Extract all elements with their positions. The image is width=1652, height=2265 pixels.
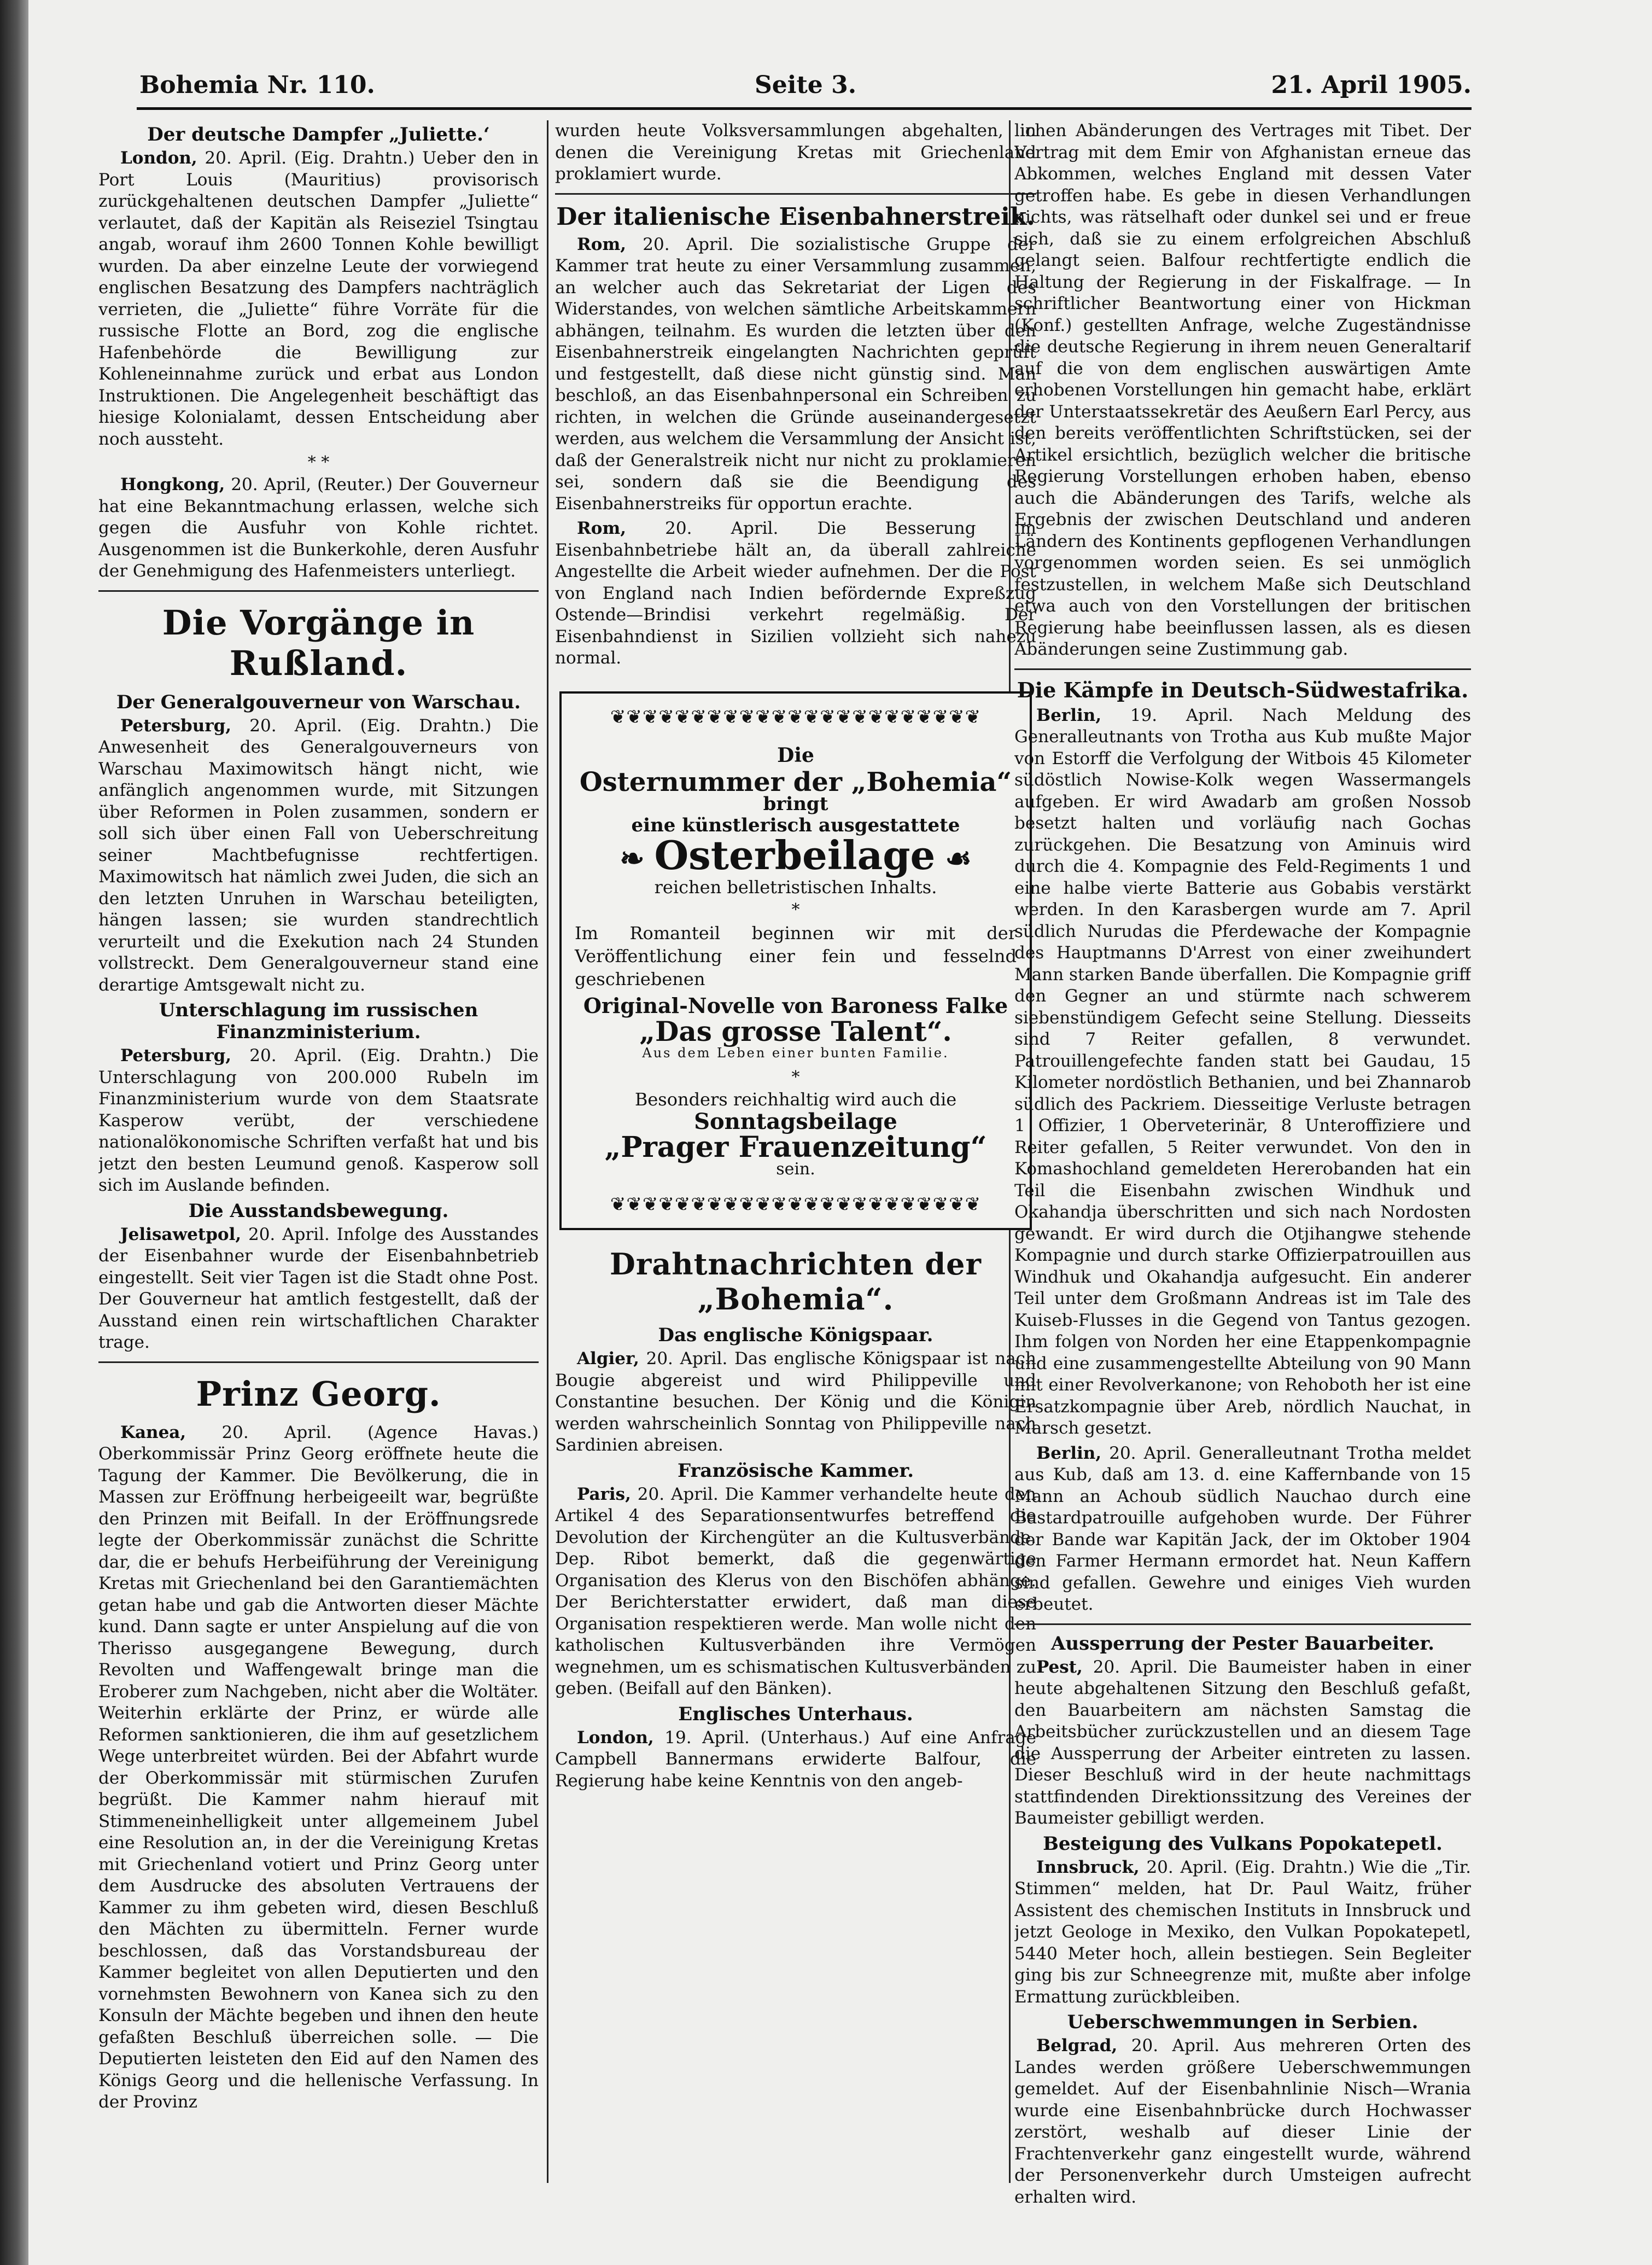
flourish-left-icon: ❧	[620, 840, 645, 876]
ad-feature-title	[575, 831, 1017, 878]
ad-subtitle: Aus dem Leben einer bunten Familie.	[642, 1045, 949, 1061]
article-text: 20. April. (Eig. Drahtn.) Die Anwesenheit des Generalgouverneurs von Warschau Maximowitsch hängt nicht, wie anfänglich angenommen wurde, mit Sitzungen über Reformen in Polen zusammen, sondern er soll sich über einen Fall von Ueberschreitung seiner Machtbefugnisse rechtfertigen. Maximowitsch hat nämlich zwei Juden, die sich an den letzten Unruhen in Warschau beteiligten, hängen lassen; sie wurden standrechtlich verurteilt und die Exekution nach 24 Stunden vollstreckt. Dem Generalgouverneur stand eine derartige Amtsgewalt nicht zu.	[98, 715, 539, 995]
article-title: Unterschlagung im russischen Finanzministerium.	[159, 999, 478, 1043]
flourish-right-icon: ☙	[945, 840, 972, 876]
ad-line: Die	[777, 743, 814, 767]
section-heading: Die Vorgänge in Rußland.	[162, 602, 475, 683]
article-body	[1014, 1443, 1471, 1616]
section-rule	[98, 590, 539, 592]
article-text: 20. April. (Eig. Drahtn.) Ueber den in Port Louis (Mauritius) provisorisch zurückgehaltenen deutschen Dampfer „Juliette“ verlautet, daß der Kapitän als Reiseziel Tsingtau angab, worauf ihm 2600 Tonnen Kohle bewilligt wurden. Da aber einzelne Leute der vorwiegend englischen Besatzung des Dampfers nachträglich verrieten, die „Juliette“ führe Vorräte für die russische Flotte an Bord, zog die englische Hafenbehörde die Bewilligung zur Kohleneinnahme zurück und erbat aus London Instruktionen. Die Angelegenheit beschäftigt das hiesige Kolonialamt, dessen Entscheidung aber noch aussteht.	[98, 148, 539, 449]
dateline: London,	[577, 1727, 654, 1748]
article-title: Das englische Königspaar.	[658, 1324, 933, 1347]
article-text: 20. April. (Eig. Drahtn.) Die Unterschlagung von 200.000 Rubeln im Finanzministerium wurde von dem Staatsrate Kasperow verübt, der verschiedene nationalökonomische Schriften verfaßt hat und bis jetzt den besten Leumund genoß. Kasperow soll sich im Auslande befinden.	[98, 1046, 539, 1195]
article-body: lichen Abänderungen des Vertrages mit Tibet. Der Vertrag mit dem Emir von Afghanistan erneue das Abkommen, welches England mit dessen Vater getroffen habe. Es gebe in diesen Verhandlungen nichts, was rätselhaft oder dunkel sei und er freue sich, daß sie zu einem erfolgreichen Abschluß gelangt seien. Balfour rechtfertigte endlich die Haltung der Regierung in der Fiskalfrage. — In schriftlicher Beantwortung einer von Hickman (Konf.) gestellten Anfrage, welche Zugeständnisse die deutsche Regierung in ihrem neuen Generaltarif auf die von dem englischen auswärtigen Amte erhobenen Vorstellungen hin gemacht habe, erklärt der Unterstaatssekretär des Aeußern Earl Percy, aus den bereits veröffentlichten Schriftstücken, sei der Artikel ersichtlich, bezüglich welcher die britische Regierung Vorstellungen erhoben haben, ebenso auch die Abänderungen des Tarifs, welche als Ergebnis der zwischen Deutschland und anderen Ländern des Kontinents gepflogenen Verhandlungen vorgenommen worden seien. Es sei unmöglich festzustellen, in welchem Maße sich Deutschland etwa auch von den Vorstellungen der britischen Regierung habe beeinflussen lassen, als es diesen Abänderungen seine Zustimmung gab.	[1014, 121, 1471, 659]
dateline: Hongkong,	[120, 475, 225, 494]
article-body	[555, 1484, 1036, 1700]
ornament-border-bottom: ❦❦❦❦❦❦❦❦❦❦❦❦❦❦❦❦❦❦❦❦❦❦❦	[610, 1193, 982, 1216]
dateline: Berlin,	[1036, 705, 1102, 725]
article-body	[98, 1422, 539, 2113]
article-text: 20. April. Aus mehreren Orten des Landes werden größere Ueberschwemmungen gemeldet. Auf der Eisenbahnlinie Nisch—Wrania wurde eine Eisenbahnbrücke durch Hochwasser zerstört, weshalb auf dieser Linie der Frachtenverkehr ganz eingestellt wurde, während der Personenverkehr durch Umsteigen aufrecht erhalten wird.	[1014, 2036, 1471, 2207]
article-body	[555, 234, 1036, 515]
article-body	[98, 715, 539, 997]
article-text: 20. April. Die Besserung im Eisenbahnbetriebe hält an, da überall zahlreiche Angestellte die Arbeit wieder aufnehmen. Der die Post von England nach Indien befördernde Expreßzug Ostende—Brindisi verkehrt regelmäßig. Der Eisenbahndienst in Sizilien vollzieht sich nahezu normal.	[555, 519, 1036, 668]
dateline: Belgrad,	[1036, 2036, 1118, 2056]
header-page-number: Seite 3.	[754, 71, 857, 99]
dateline: Berlin,	[1036, 1443, 1102, 1463]
header-rule	[137, 107, 1472, 110]
dateline: Rom,	[577, 519, 627, 538]
dateline: Innsbruck,	[1036, 1857, 1140, 1877]
dateline: Petersburg,	[120, 1046, 232, 1065]
article-body	[555, 1727, 1036, 1792]
section-rule	[555, 193, 1036, 195]
separator-star: *	[791, 1068, 800, 1087]
article-title: Die Ausstandsbewegung.	[188, 1200, 449, 1222]
ad-line: Sonntagsbeilage	[694, 1108, 897, 1134]
dateline: Algier,	[577, 1349, 639, 1369]
article-body	[98, 148, 539, 450]
column-divider	[547, 120, 548, 2183]
article-text: 20. April. Die Kammer verhandelte heute den Artikel 4 des Separationsentwurfes betreffend die Devolution der Kirchengüter an die Kultusverbände. Dep. Ribot bemerkt, daß die gegenwärtige Organisation des Klerus von den Bischöfen abhänge. Der Berichterstatter erwidert, daß man diese Organisation respektieren werde. Man wolle nicht den katholischen Kultusverbänden ihre Vermögen wegnehmen, um es schismatischen Kultusverbänden zu geben. (Beifall auf den Bänken).	[555, 1484, 1036, 1699]
column-2	[555, 120, 1036, 1795]
article-body	[555, 518, 1036, 669]
dateline: Pest,	[1036, 1657, 1083, 1677]
article-title: Aussperrung der Pester Bauarbeiter.	[1050, 1632, 1435, 1655]
article-text: 20. April. Infolge des Ausstandes der Eisenbahner wurde der Eisenbahnbetrieb eingestellt. Seit vier Tagen ist die Stadt ohne Post. Der Gouverneur hat amtlich festgestellt, daß der Ausstand einen rein wirtschaftlichen Charakter trage.	[98, 1224, 539, 1352]
article-title: Der deutsche Dampfer „Juliette.‘	[147, 124, 490, 145]
advertisement-box	[559, 691, 1032, 1231]
ad-line: reichen belletristischen Inhalts.	[654, 877, 937, 898]
article-text: 19. April. (Unterhaus.) Auf eine Anfrage Campbell Bannermans erwiderte Balfour, die Regierung habe keine Kenntnis von den angeb-	[555, 1727, 1036, 1791]
ad-headline: Osternummer der „Bohemia“	[579, 767, 1012, 797]
section-rule	[1014, 1623, 1471, 1625]
section-rule	[98, 1361, 539, 1363]
article-body: wurden heute Volksversammlungen abgehalten, in denen die Vereinigung Kretas mit Griechenland proklamiert wurde.	[555, 121, 1036, 184]
dateline: Petersburg,	[120, 715, 232, 736]
dateline: Jelisawetpol,	[120, 1224, 242, 1244]
ad-line: sein.	[776, 1159, 815, 1179]
article-text: 20. April, (Reuter.) Der Gouverneur hat eine Bekanntmachung erlassen, welche sich gegen die Ausfuhr von Kohle richtet. Ausgenommen ist die Bunkerkohle, deren Ausfuhr der Genehmigung des Hafenmeisters unterliegt.	[98, 475, 539, 581]
dateline: Kanea,	[120, 1422, 186, 1442]
article-body	[1014, 705, 1471, 1440]
section-heading: Der italienische Eisenbahnerstreik.	[556, 202, 1035, 231]
article-text: 20. April. Das englische Königspaar ist nach Bougie abgereist und wird Philippeville und Constantine besuchen. Der König und die Königin werden wahrscheinlich Sonntag von Philippeville nach Sardinien abreisen.	[555, 1349, 1036, 1455]
article-title: Der Generalgouverneur von Warschau.	[116, 691, 521, 713]
article-body	[98, 474, 539, 583]
ornament-border-top: ❦❦❦❦❦❦❦❦❦❦❦❦❦❦❦❦❦❦❦❦❦❦❦	[610, 706, 982, 728]
dateline: Paris,	[577, 1484, 631, 1504]
header-date: 21. April 1905.	[1271, 71, 1472, 99]
article-body	[1014, 1857, 1471, 2008]
page-left-edge	[0, 0, 28, 2265]
ad-text: Im Romanteil beginnen wir mit der Veröffentlichung einer fein und fesselnd geschriebenen	[575, 922, 1017, 989]
article-text: 20. April. Die Baumeister haben in einer heute abgehaltenen Sitzung den Beschluß gefaßt, den Bauarbeitern am nächsten Samstag die Arbeitsbücher zurückzustellen und an diesem Tage die Aussperrung der Arbeiter eintreten zu lassen. Dieser Beschluß wird in der heute nachmittags stattfindenden Direktionssitzung des Vereines der Baumeister gebilligt werden.	[1014, 1657, 1471, 1828]
header-issue: Bohemia Nr. 110.	[139, 71, 375, 99]
section-rule	[1014, 668, 1471, 670]
article-body	[555, 1348, 1036, 1457]
article-title: Französische Kammer.	[677, 1459, 914, 1482]
page-header	[139, 71, 1472, 109]
separator-stars: * *	[307, 453, 330, 472]
article-title: Besteigung des Vulkans Popokatepetl.	[1043, 1832, 1443, 1855]
separator-star: *	[791, 900, 800, 919]
article-text: 20. April. Generalleutnant Trotha meldet aus Kub, daß am 13. d. eine Kaffernbande von 15 Mann an Achoub südlich Nauchao durch eine Bastardpatrouille aufgehoben wurde. Der Führer der Bande war Kapitän Jack, der im Oktober 1904 den Farmer Hermann ermordet hat. Neun Kaffern sind gefallen. Gewehre und einiges Vieh wurden erbeutet.	[1014, 1443, 1471, 1614]
ad-line: Original-Novelle von Baroness Falke	[583, 993, 1008, 1018]
ad-line: bringt	[763, 793, 828, 815]
dateline: London,	[120, 148, 197, 168]
dateline: Rom,	[577, 234, 627, 254]
article-title: Ueberschwemmungen in Serbien.	[1067, 2011, 1418, 2033]
article-text: 20. April. (Eig. Drahtn.) Wie die „Tir. Stimmen“ melden, hat Dr. Paul Waitz, früher Assistent des chemischen Instituts in Innsbruck und jetzt Geologe in Mexiko, den Vulkan Popokatepetl, 5440 Meter hoch, allein bestiegen. Sein Begleiter ging bis zur Schneegrenze mit, mußte aber infolge Ermattung zurückbleiben.	[1014, 1857, 1471, 2007]
section-heading: Prinz Georg.	[196, 1373, 441, 1414]
ad-supplement-title: „Prager Frauenzeitung“	[604, 1131, 987, 1164]
section-heading: Die Kämpfe in Deutsch-Südwestafrika.	[1017, 677, 1469, 702]
column-1	[98, 120, 539, 2117]
article-text: 20. April. (Agence Havas.) Oberkommissär Prinz Georg eröffnete heute die Tagung der Kammer. Die Bevölkerung, die in Massen zur Eröffnung herbeigeeilt war, begrüßte den Prinzen mit Beifall. In der Eröffnungsrede legte der Oberkommissär zunächst die Schritte dar, die er behufs Herbeiführung der Vereinigung Kretas mit Griechenland bei den Garantiemächten getan habe und gab die Antworten dieser Mächte kund. Dann sagte er unter Anspielung auf die von Therisso ausgegangene Bewegung, durch Revolten und Waffengewalt bringe man die Eroberer zum Nachgeben, nicht aber die Woltäter. Weiterhin erklärte der Prinz, er würde alle Reformen sanktionieren, die ihm auf gesetzlichem Wege unterbreitet würden. Bei der Abfahrt wurde der Oberkommissär mit stürmischen Zurufen begrüßt. Die Kammer nahm hierauf mit Stimmeneinhelligkeit unter allgemeinem Jubel eine Resolution an, in der die Vereinigung Kretas mit Griechenland votiert und Prinz Georg unter dem Ausdrucke des absoluten Vertrauens der Kammer zu ihm gebeten wird, diesen Beschluß den Mächten zu übermitteln. Ferner wurde beschlossen, daß das Vorstandsbureau der Kammer begleitet von allen Deputierten und den vornehmsten Bewohnern von Kanea sich zu den Konsuln der Mächte begeben und ihnen den heute gefaßten Beschluß überreichen solle. — Die Deputierten leisteten den Eid auf den Namen des Königs Georg und die hellenische Verfassung. In der Provinz	[98, 1422, 539, 2112]
ad-line: eine künstlerisch ausgestattete	[631, 814, 960, 836]
column-3	[1014, 120, 1471, 2211]
article-text: 19. April. Nach Meldung des Generalleutnants von Trotha aus Kub mußte Major von Estorff die Verfolgung der Witbois 45 Kilometer südöstlich Nowise-Kolk wegen Wassermangels aufgeben. Er wird Awadarb am großen Nossob besetzt halten und vorläufig nach Gochas zurückgehen. Die Besatzung von Aminuis wird durch die 4. Kompagnie des Feld-Regiments 1 und eine halbe vierte Batterie aus Gobabis verstärkt werden. In den Karasbergen wurde am 7. April südlich Nurudas die Pferdewache der Kompagnie des Hauptmanns D'Arrest von einer zweihundert Mann starken Bande überfallen. Die Kompagnie griff den Gegner an und stürmte nach schwerem siebenstündigem Gefecht seine Stellung. Diesseits sind 7 Reiter gefallen, 8 verwundet. Patrouillengefechte fanden statt bei Gaudau, 15 Kilometer nordöstlich Bethanien, und bei Zhannarob südlich des Packriem. Diesseitige Verluste betragen 1 Offizier, 1 Oberveterinär, 8 Unteroffiziere und Reiter gefallen, 5 Reiter verwundet. Von den in Komashochland gemeldeten Hererobanden hat ein Teil die Eisenbahn zwischen Windhuk und Okahandja überschritten und sich nach Nordosten gewandt. Er wird durch die Otjihangwe stehende Kompagnie und durch starke Offizierpatrouillen aus Windhuk und Okahandja aufgesucht. Ein anderer Teil unter dem Großmann Andreas ist im Tale des Kuiseb-Flusses in die Gegend von Tantus gezogen. Ihm folgen von Norden her eine Etappenkompagnie und eine zusammengestellte Abteilung von 90 Mann mit einer Revolverkanone; von Rehoboth her ist eine Ersatzkompagnie über Areb, nördlich Nauchat, in Marsch gesetzt.	[1014, 705, 1471, 1438]
article-body	[98, 1224, 539, 1354]
ad-feature-text: Osterbeilage	[654, 831, 936, 878]
article-body	[1014, 1657, 1471, 1830]
section-heading: Drahtnachrichten der „Bohemia“.	[610, 1247, 982, 1317]
article-title: Englisches Unterhaus.	[678, 1703, 913, 1725]
article-body	[98, 1045, 539, 1197]
ad-line: Besonders reichhaltig wird auch die	[634, 1089, 957, 1110]
ad-novel-title: „Das grosse Talent“.	[639, 1015, 952, 1048]
article-text: 20. April. Die sozialistische Gruppe der Kammer trat heute zu einer Versammlung zusammen, an welcher auch das Sekretariat der Ligen des Widerstandes, von welchen sämtliche Arbeitskammern abhängen, teilnahm. Es wurden die letzten über den Eisenbahnerstreik eingelangten Nachrichten geprüft und festgestellt, daß diese nicht günstig sind. Man beschloß, an das Eisenbahnpersonal ein Schreiben zu richten, in welchen die Gründe auseinandergesetzt werden, aus welchem die Versammlung der Ansicht ist, daß der Generalstreik nicht nur nicht zu proklamieren sei, sondern daß sie die Beendigung des Eisenbahnerstreiks für opportun erachte.	[555, 234, 1036, 514]
article-body	[1014, 2035, 1471, 2208]
